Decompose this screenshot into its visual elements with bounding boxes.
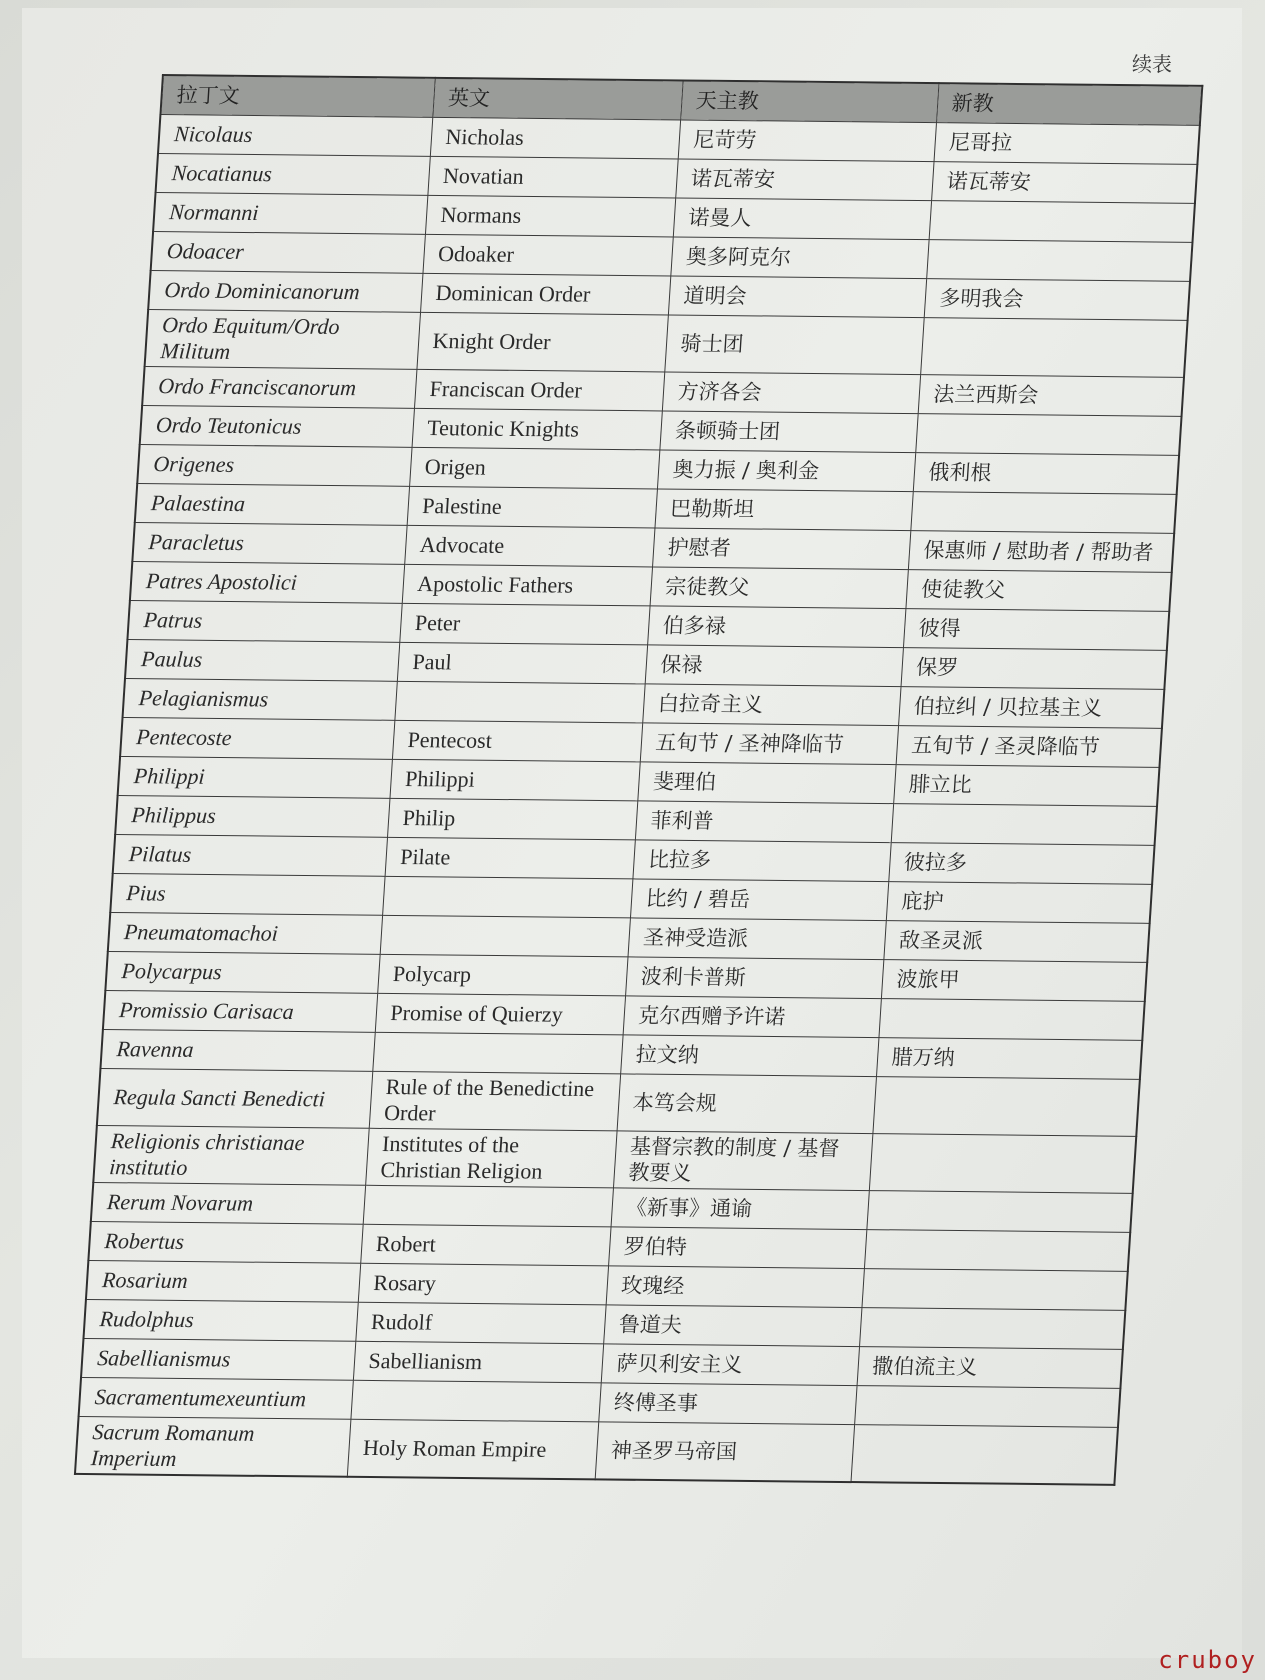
column-header-english: 英文 xyxy=(432,78,682,120)
cell-protestant: 庇护 xyxy=(886,882,1152,924)
cell-english: Polycarp xyxy=(377,954,627,996)
cell-english: Robert xyxy=(360,1224,610,1266)
running-head: 续表 xyxy=(1132,52,1172,76)
cell-english: Odoaker xyxy=(422,234,672,276)
column-header-latin: 拉丁文 xyxy=(160,75,434,117)
cell-latin: Palaestina xyxy=(135,483,409,525)
glossary-table xyxy=(74,74,1203,1486)
cell-protestant: 腓立比 xyxy=(893,765,1159,807)
column-header-protestant: 新教 xyxy=(936,83,1202,125)
cell-catholic: 诺曼人 xyxy=(673,198,931,240)
cell-catholic: 保禄 xyxy=(645,645,903,687)
cell-english: Rule of the Benedictine Order xyxy=(369,1071,620,1131)
cell-english: Pilate xyxy=(385,837,635,879)
cell-catholic: 宗徒教父 xyxy=(650,567,908,609)
cell-catholic: 本笃会规 xyxy=(617,1074,876,1134)
cell-latin: Patrus xyxy=(127,600,401,642)
cell-english: Normans xyxy=(425,195,675,237)
table-body xyxy=(75,115,1200,1485)
cell-latin: Ordo Dominicanorum xyxy=(148,270,422,312)
cell-protestant: 波旅甲 xyxy=(881,960,1147,1002)
cell-latin: Ordo Teutonicus xyxy=(140,405,414,447)
cell-english: Knight Order xyxy=(416,312,667,372)
cell-latin: Rosarium xyxy=(86,1260,360,1302)
cell-catholic: 奥多阿克尔 xyxy=(670,237,928,279)
cell-protestant: 伯拉纠 / 贝拉基主义 xyxy=(898,687,1164,729)
cell-protestant: 尼哥拉 xyxy=(934,123,1200,165)
cell-catholic: 圣神受造派 xyxy=(628,918,886,960)
cell-protestant xyxy=(854,1386,1120,1428)
cell-english: Apostolic Fathers xyxy=(402,564,652,606)
cell-protestant xyxy=(915,414,1181,456)
cell-protestant: 彼拉多 xyxy=(888,843,1154,885)
cell-english: Advocate xyxy=(404,525,654,567)
cell-catholic: 罗伯特 xyxy=(608,1227,866,1269)
cell-latin: Origenes xyxy=(137,444,411,486)
cell-latin: Nicolaus xyxy=(158,115,432,157)
cell-english xyxy=(382,876,632,918)
cell-latin: Regula Sancti Benedicti xyxy=(97,1068,372,1128)
cell-protestant xyxy=(920,318,1187,378)
cell-english: Peter xyxy=(399,603,649,645)
cell-catholic: 比约 / 碧岳 xyxy=(630,879,888,921)
cell-english: Novatian xyxy=(427,156,677,198)
cell-catholic: 诺瓦蒂安 xyxy=(675,159,933,201)
cell-protestant: 五旬节 / 圣灵降临节 xyxy=(896,726,1162,768)
watermark: cruboy xyxy=(1158,1646,1257,1674)
cell-latin: Normanni xyxy=(153,193,427,235)
cell-catholic: 波利卡普斯 xyxy=(625,957,883,999)
cell-protestant: 诺瓦蒂安 xyxy=(931,162,1197,204)
cell-latin: Religionis christianae institutio xyxy=(93,1125,368,1185)
cell-protestant xyxy=(929,201,1195,243)
cell-english: Philip xyxy=(387,798,637,840)
cell-latin: Polycarpus xyxy=(105,951,379,993)
cell-protestant: 腊万纳 xyxy=(876,1038,1142,1080)
cell-english: Pentecost xyxy=(392,720,642,762)
cell-english: Rosary xyxy=(358,1263,608,1305)
cell-protestant xyxy=(872,1077,1139,1137)
cell-english: Paul xyxy=(397,642,647,684)
cell-catholic: 斐理伯 xyxy=(637,762,895,804)
cell-catholic: 五旬节 / 圣神降临节 xyxy=(640,723,898,765)
cell-protestant xyxy=(878,999,1144,1041)
cell-catholic: 基督宗教的制度 / 基督教要义 xyxy=(613,1131,872,1191)
cell-catholic: 神圣罗马帝国 xyxy=(595,1422,854,1482)
cell-english: Franciscan Order xyxy=(414,369,664,411)
cell-english: Holy Roman Empire xyxy=(347,1419,598,1479)
cell-protestant xyxy=(910,492,1176,534)
cell-english: Sabellianism xyxy=(353,1341,603,1383)
cell-protestant: 敌圣灵派 xyxy=(883,921,1149,963)
cell-latin: Paulus xyxy=(125,639,399,681)
cell-english xyxy=(363,1185,613,1227)
cell-latin: Sabellianismus xyxy=(81,1338,355,1380)
cell-english: Nicholas xyxy=(430,117,680,159)
cell-catholic: 骑士团 xyxy=(664,315,923,375)
cell-catholic: 白拉奇主义 xyxy=(642,684,900,726)
cell-latin: Robertus xyxy=(88,1221,362,1263)
cell-protestant: 撒伯流主义 xyxy=(857,1347,1123,1389)
cell-protestant: 使徒教父 xyxy=(905,570,1171,612)
cell-latin: Ravenna xyxy=(100,1029,374,1071)
cell-catholic: 菲利普 xyxy=(635,801,893,843)
cell-catholic: 终傅圣事 xyxy=(598,1383,856,1425)
cell-protestant xyxy=(926,240,1192,282)
cell-latin: Patres Apostolici xyxy=(130,561,404,603)
cell-latin: Odoacer xyxy=(151,232,425,274)
cell-latin: Sacrum Romanum Imperium xyxy=(75,1416,350,1476)
cell-protestant: 保罗 xyxy=(901,648,1167,690)
cell-latin: Paracletus xyxy=(132,522,406,564)
cell-protestant xyxy=(859,1308,1125,1350)
cell-catholic: 鲁道夫 xyxy=(603,1305,861,1347)
cell-protestant xyxy=(869,1134,1136,1194)
cell-catholic: 方济各会 xyxy=(662,372,920,414)
cell-latin: Ordo Equitum/Ordo Militum xyxy=(145,309,420,369)
cell-english xyxy=(394,681,644,723)
cell-protestant: 法兰西斯会 xyxy=(918,375,1184,417)
cell-latin: Nocatianus xyxy=(156,154,430,196)
cell-catholic: 克尔西赠予许诺 xyxy=(623,996,881,1038)
cell-latin: Pius xyxy=(110,873,384,915)
cell-english: Dominican Order xyxy=(420,273,670,315)
cell-english: Teutonic Knights xyxy=(412,408,662,450)
cell-english: Promise of Quierzy xyxy=(375,993,625,1035)
column-header-catholic: 天主教 xyxy=(680,80,938,122)
cell-catholic: 《新事》通谕 xyxy=(611,1188,869,1230)
cell-latin: Pneumatomachoi xyxy=(108,912,382,954)
cell-latin: Philippus xyxy=(115,795,389,837)
cell-english: Rudolf xyxy=(355,1302,605,1344)
cell-latin: Rudolphus xyxy=(83,1299,357,1341)
cell-protestant: 彼得 xyxy=(903,609,1169,651)
cell-english: Philippi xyxy=(389,759,639,801)
cell-english: Institutes of the Christian Religion xyxy=(365,1128,616,1188)
cell-catholic: 伯多禄 xyxy=(647,606,905,648)
cell-latin: Promissio Carisaca xyxy=(103,990,377,1032)
cell-protestant xyxy=(864,1230,1130,1272)
cell-protestant xyxy=(851,1425,1118,1485)
book-page xyxy=(22,8,1242,1658)
cell-catholic: 道明会 xyxy=(668,276,926,318)
cell-protestant xyxy=(891,804,1157,846)
cell-latin: Pilatus xyxy=(113,834,387,876)
cell-catholic: 拉文纳 xyxy=(620,1035,878,1077)
cell-catholic: 比拉多 xyxy=(632,840,890,882)
cell-catholic: 巴勒斯坦 xyxy=(654,489,912,531)
cell-catholic: 护慰者 xyxy=(652,528,910,570)
cell-english: Origen xyxy=(409,447,659,489)
cell-english xyxy=(380,915,630,957)
cell-catholic: 尼苛劳 xyxy=(678,120,936,162)
cell-latin: Sacramentumexeuntium xyxy=(79,1377,353,1419)
cell-protestant xyxy=(866,1191,1132,1233)
cell-latin: Pentecoste xyxy=(120,717,394,759)
cell-english xyxy=(350,1380,600,1422)
cell-protestant: 保惠师 / 慰助者 / 帮助者 xyxy=(908,531,1174,573)
glossary-table-wrapper xyxy=(74,74,1201,1486)
cell-latin: Ordo Franciscanorum xyxy=(142,366,416,408)
cell-latin: Rerum Novarum xyxy=(91,1182,365,1224)
table-row xyxy=(75,1416,1118,1484)
cell-catholic: 条顿骑士团 xyxy=(659,411,917,453)
cell-protestant xyxy=(861,1269,1127,1311)
cell-latin: Pelagianismus xyxy=(123,678,397,720)
cell-catholic: 萨贝利安主义 xyxy=(601,1344,859,1386)
cell-catholic: 奥力振 / 奥利金 xyxy=(657,450,915,492)
cell-protestant: 俄利根 xyxy=(913,453,1179,495)
cell-latin: Philippi xyxy=(118,756,392,798)
cell-english xyxy=(372,1032,622,1074)
cell-english: Palestine xyxy=(407,486,657,528)
cell-catholic: 玫瑰经 xyxy=(606,1266,864,1308)
cell-protestant: 多明我会 xyxy=(924,279,1190,321)
